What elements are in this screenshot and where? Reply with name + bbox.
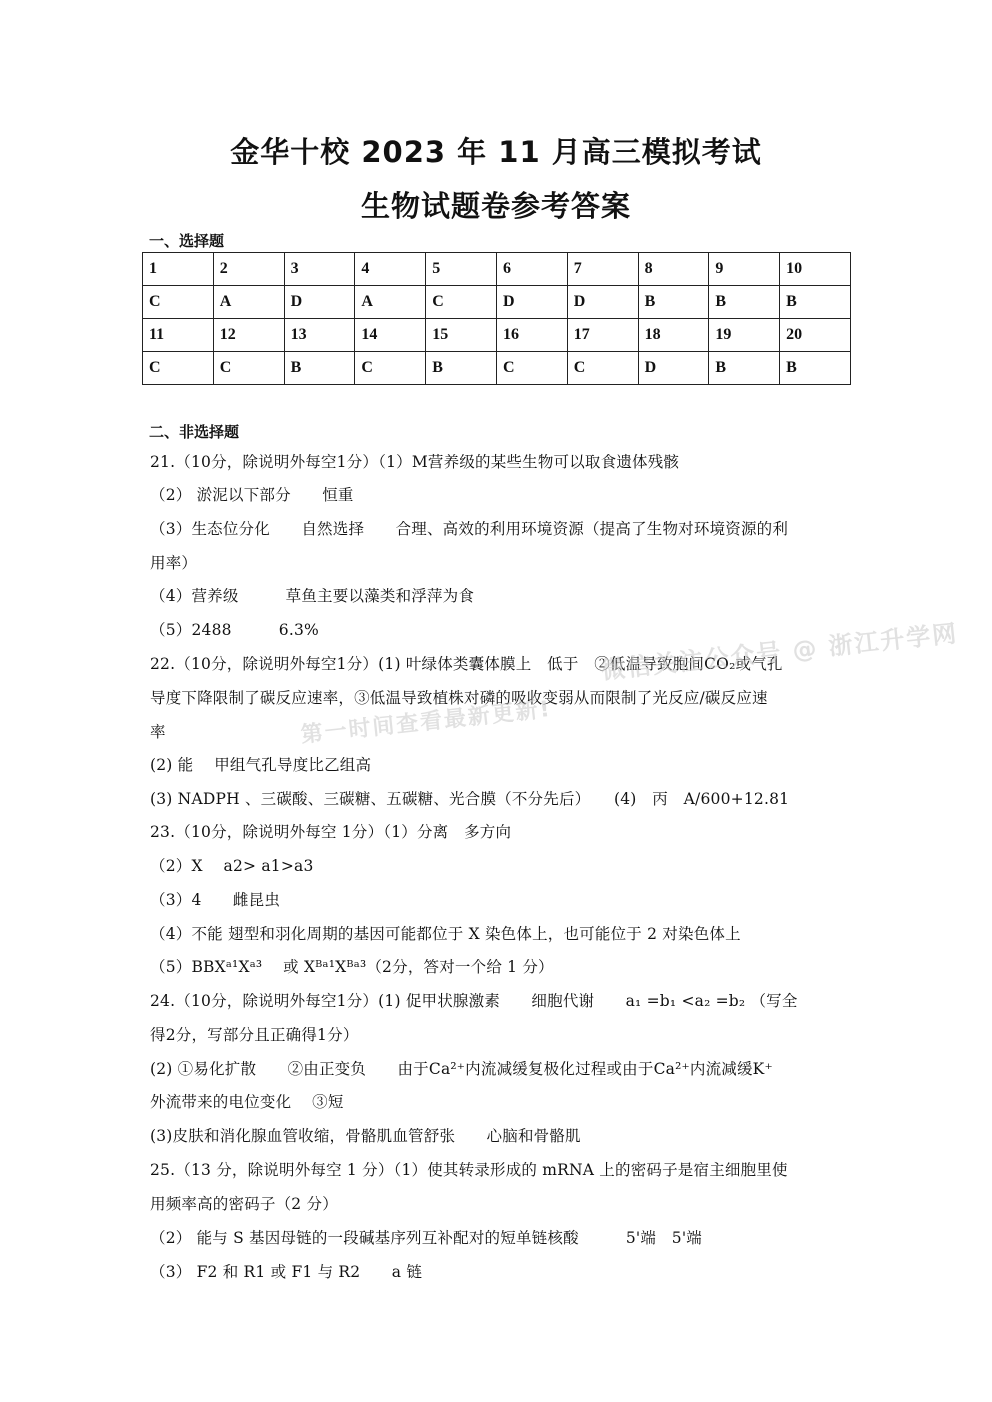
answer-line: （3） F2 和 R1 或 F1 与 R2 a 链 [150,1263,423,1281]
table-cell: B [780,352,851,385]
table-cell: 1 [143,253,214,286]
table-cell: D [638,352,709,385]
table-cell: C [213,352,284,385]
section-heading-nonchoice: 二、非选择题 [149,423,240,441]
table-cell: 10 [780,253,851,286]
answer-line: (2) ①易化扩散 ②由正变负 由于Ca²⁺内流减缓复极化过程或由于Ca²⁺内流减缓K⁺ [150,1060,773,1078]
table-cell: B [780,286,851,319]
answer-line: 用频率高的密码子（2 分） [150,1195,338,1213]
answer-table [142,252,851,385]
answer-line: 22.（10分，除说明外每空1分）(1) 叶绿体类囊体膜上 低于 ②低温导致胞间CO₂或气孔 [150,655,783,673]
table-cell: 12 [213,319,284,352]
table-cell: C [143,352,214,385]
table-cell: D [496,286,567,319]
table-cell: 13 [284,319,355,352]
answer-line: 25.（13 分，除说明外每空 1 分）（1）使其转录形成的 mRNA 上的密码子是宿主细胞里使 [150,1161,788,1179]
table-cell: B [709,286,780,319]
answer-line: （3）4 雌昆虫 [150,891,281,909]
answer-line: （5）BBXᵃ¹Xᵃ³ 或 Xᴮᵃ¹Xᴮᵃ³（2分，答对一个给 1 分） [150,958,554,976]
watermark-line-1: 微信关注公众号 @ 浙江升学网 [599,619,960,685]
answer-line: (2) 能 甲组气孔导度比乙组高 [150,756,372,774]
page-title: 金华十校 2023 年 11 月高三模拟考试 [230,135,762,169]
answer-line: （2）X a2> a1>a3 [150,857,314,875]
answer-line: 导度下降限制了碳反应速率，③低温导致植株对磷的吸收变弱从而限制了光反应/碳反应速 [150,689,768,707]
answer-line: 用率） [150,554,198,572]
answer-line: 23.（10分，除说明外每空 1分）（1）分离 多方向 [150,823,512,841]
answer-line: 21.（10分，除说明外每空1分）（1）M营养级的某些生物可以取食遗体残骸 [150,453,680,471]
section-heading-choice: 一、选择题 [149,232,225,250]
table-cell: 11 [143,319,214,352]
table-cell: 2 [213,253,284,286]
table-cell: 19 [709,319,780,352]
page-subtitle: 生物试题卷参考答案 [360,189,631,223]
table-cell: A [213,286,284,319]
table-cell: 6 [496,253,567,286]
table-cell: 16 [496,319,567,352]
table-cell: B [426,352,497,385]
answer-line: （3）生态位分化 自然选择 合理、高效的利用环境资源（提高了生物对环境资源的利 [150,520,789,538]
table-cell: 17 [567,319,638,352]
table-cell: C [355,352,426,385]
answer-line: (3)皮肤和消化腺血管收缩，骨骼肌血管舒张 心脑和骨骼肌 [150,1127,581,1145]
answer-line: 24.（10分，除说明外每空1分）(1) 促甲状腺激素 细胞代谢 a₁ =b₁ <a₂ =b₂ （写全 [150,992,798,1010]
table-cell: C [426,286,497,319]
table-cell: C [496,352,567,385]
table-row [143,286,851,319]
table-cell: B [284,352,355,385]
answer-line: （4）营养级 草鱼主要以藻类和浮萍为食 [150,587,475,605]
table-cell: A [355,286,426,319]
table-cell: 15 [426,319,497,352]
table-cell: 20 [780,319,851,352]
table-row [143,319,851,352]
table-cell: D [284,286,355,319]
watermark-line-2: 第一时间查看最新更新! [299,696,553,749]
answer-line: （5）2488 6.3% [150,621,319,639]
answer-line: (3) NADPH 、三碳酸、三碳糖、五碳糖、光合膜（不分先后） (4) 丙 A/600+12.81 [150,790,790,808]
table-cell: 8 [638,253,709,286]
table-row [143,352,851,385]
answer-line: （2） 能与 S 基因母链的一段碱基序列互补配对的短单链核酸 5'端 5'端 [150,1229,703,1247]
table-cell: C [567,352,638,385]
table-cell: 14 [355,319,426,352]
table-cell: 5 [426,253,497,286]
table-cell: 9 [709,253,780,286]
answer-line: （4）不能 翅型和羽化周期的基因可能都位于 X 染色体上，也可能位于 2 对染色体上 [150,925,741,943]
answer-line: （2） 淤泥以下部分 恒重 [150,486,354,504]
table-cell: 7 [567,253,638,286]
table-cell: 3 [284,253,355,286]
answer-line: 率 [150,723,166,741]
table-cell: C [143,286,214,319]
table-cell: 4 [355,253,426,286]
answer-line: 得2分，写部分且正确得1分） [150,1026,359,1044]
table-cell: D [567,286,638,319]
table-cell: B [638,286,709,319]
answer-line: 外流带来的电位变化 ③短 [150,1093,344,1111]
table-cell: 18 [638,319,709,352]
table-cell: B [709,352,780,385]
table-row [143,253,851,286]
